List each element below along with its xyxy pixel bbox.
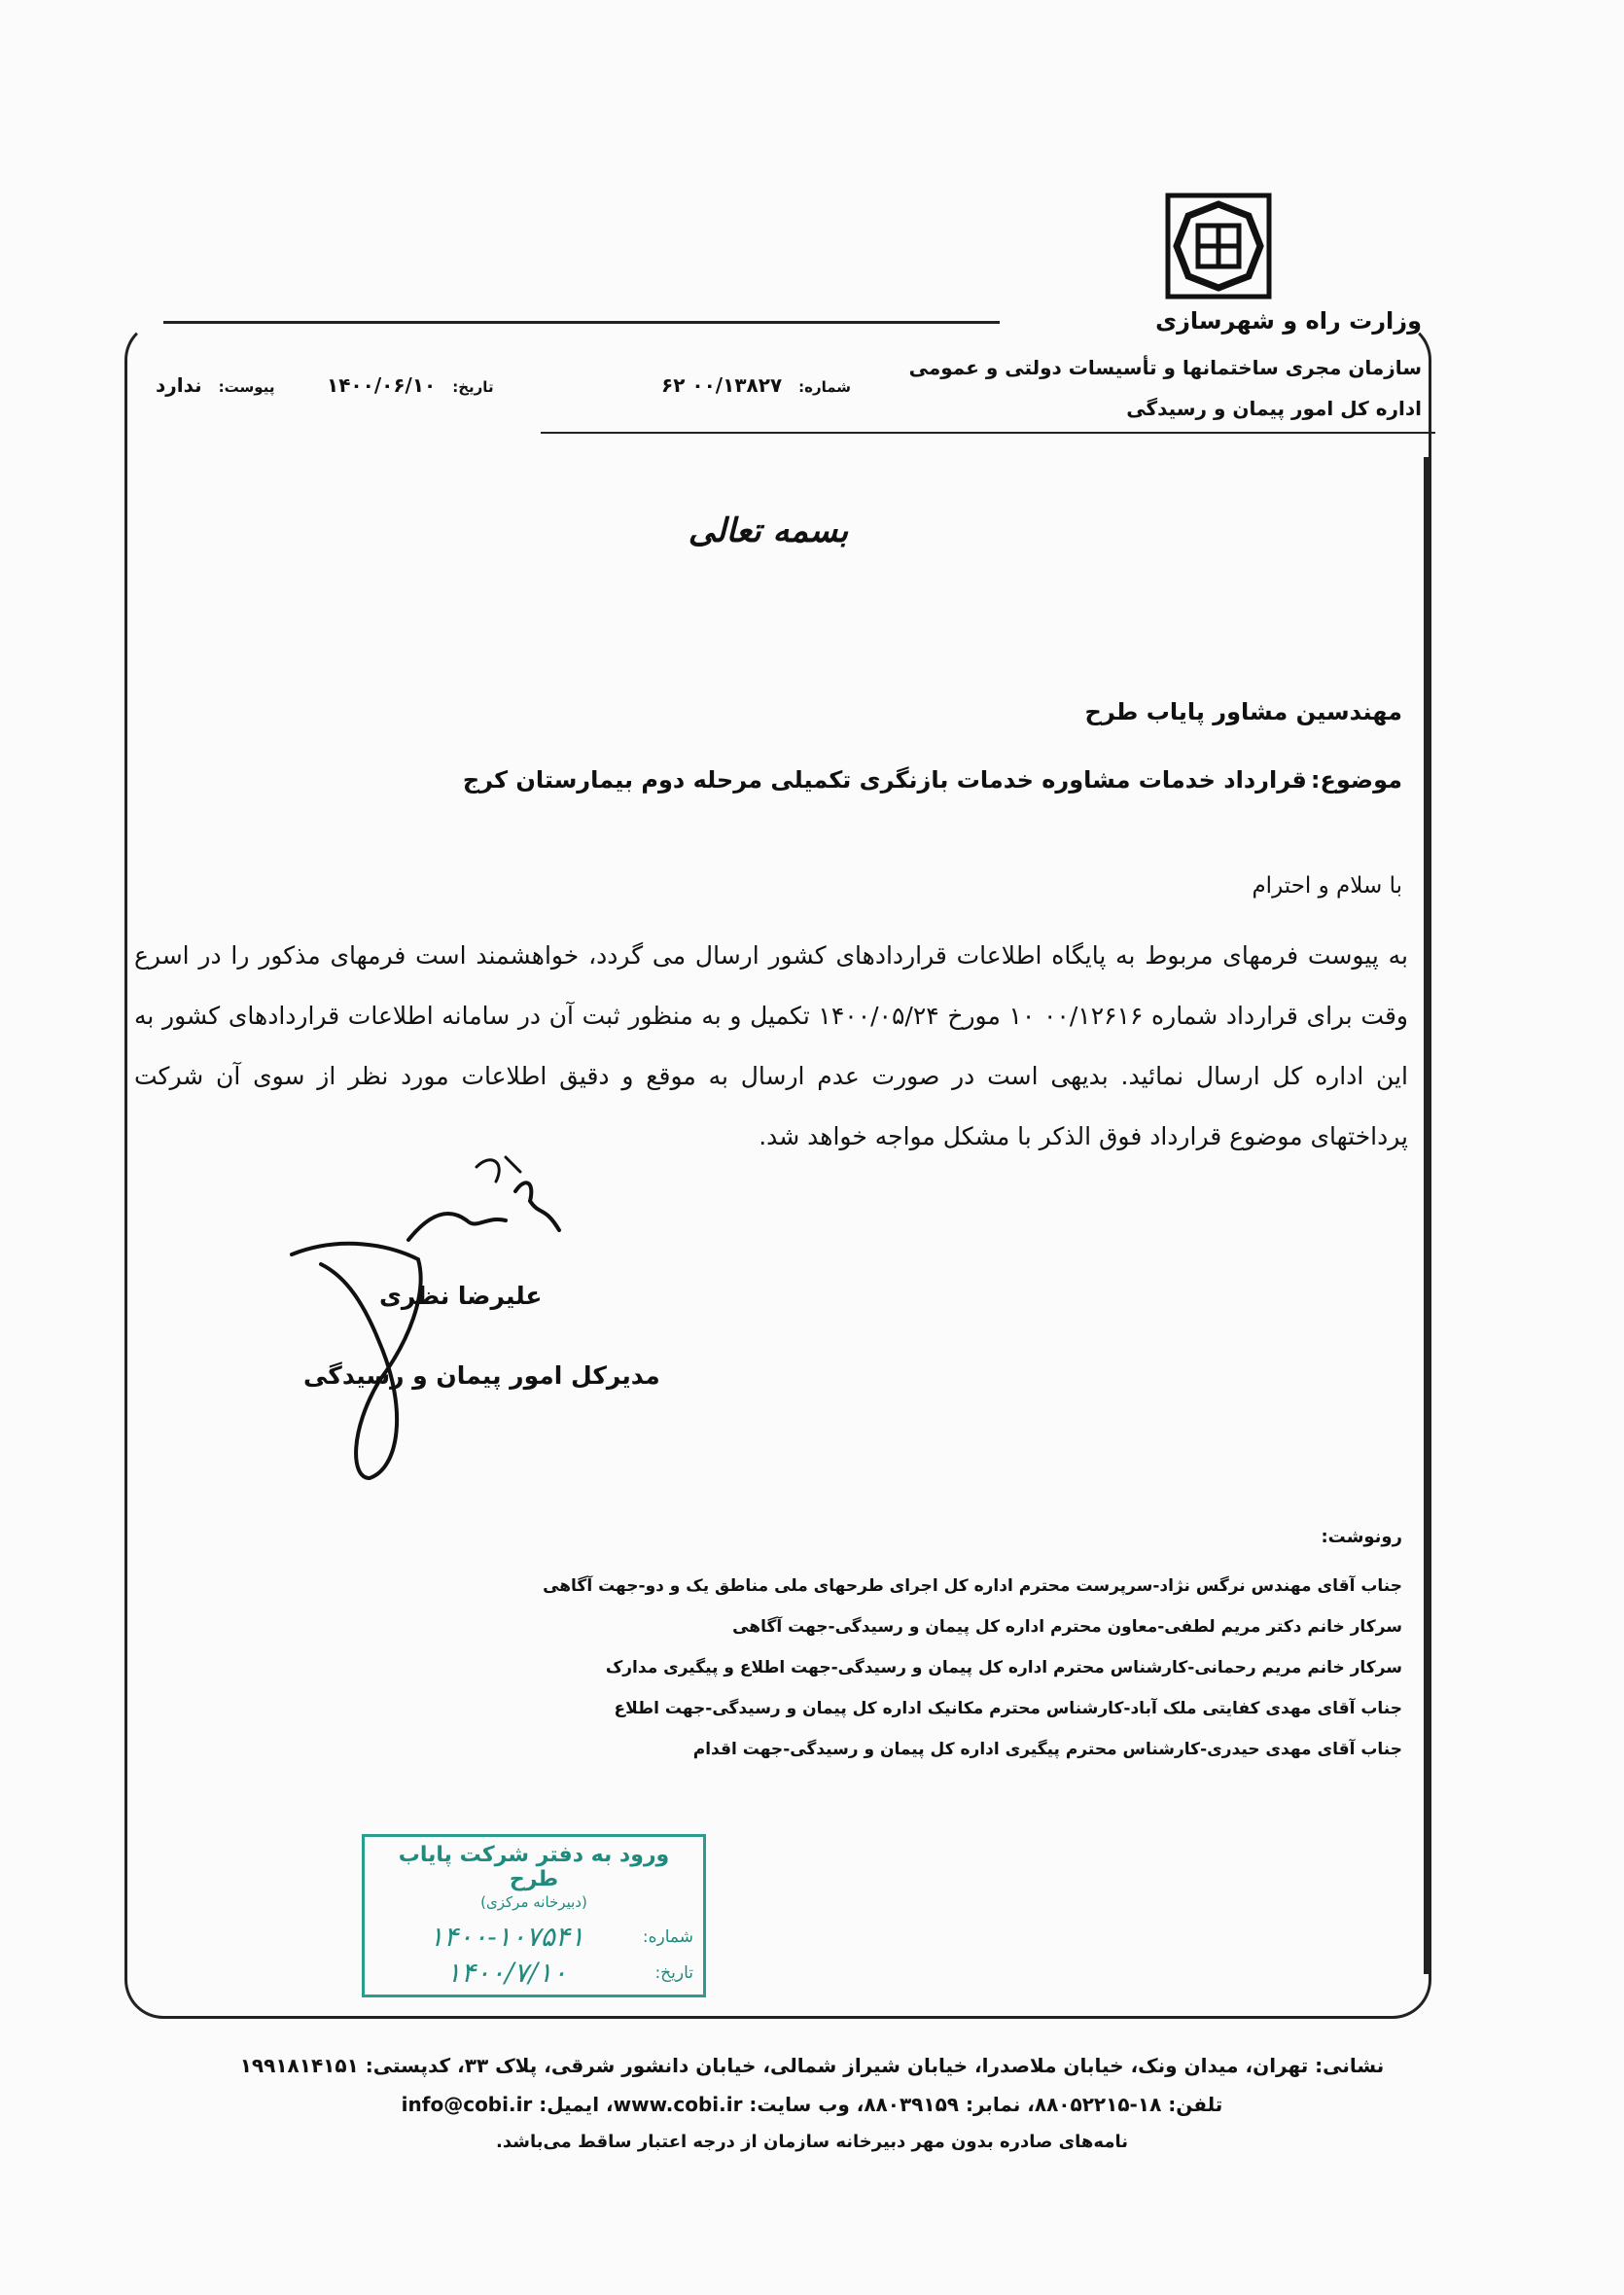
frame-top-border — [163, 321, 1000, 324]
handwritten-signature-icon — [282, 1148, 574, 1498]
stamp-number-row — [374, 1921, 693, 1953]
basmala-heading: بسمه تعالی — [688, 512, 849, 550]
letter-number-value: ۰۰/۱۳۸۲۷ ۶۲ — [661, 373, 783, 397]
stamp-number-value: ۱۴۰۰-۱۰۷۵۴۱ — [429, 1921, 584, 1953]
letter-subject — [463, 766, 1402, 794]
cc-item: سرکار خانم مریم رحمانی-کارشناس محترم اداره کل پیمان و رسیدگی-جهت اطلاع و پیگیری مدارک — [605, 1658, 1402, 1677]
letter-body — [134, 926, 1408, 1167]
letter-body-paragraph: به پیوست فرمهای مربوط به پایگاه اطلاعات قراردادهای کشور ارسال می گردد، خواهشمند است فرمهای مذکور را در اسرع وقت برای قرارداد شماره ۰۰/۱۲۶۱۶ ۱۰ مورخ ۱۴۰۰/۰۵/۲۴ تکمیل و به منظور ثبت آن در سامانه اطلاعات قراردادهای کشور به این اداره کل ارسال نمائید. بدیهی است در صورت عدم ارسال به موقع و دقیق اطلاعات مورد نظر از سوی آن شرکت پرداختهای موضوع قرارداد فوق الذکر با مشکل مواجه خواهد شد. — [134, 941, 1408, 1150]
letter-date — [327, 373, 494, 397]
org-name-ministry: وزارت راه و شهرسازی — [1155, 307, 1422, 335]
stamp-subtitle: (دبیرخانه مرکزی) — [480, 1893, 587, 1911]
footer-note: نامه‌های صادره بدون مهر دبیرخانه سازمان از درجه اعتبار ساقط می‌باشد. — [496, 2132, 1128, 2152]
cc-item: جناب آقای مهدی کفایتی ملک آباد-کارشناس محترم مکانیک اداره کل پیمان و رسیدگی-جهت اطلاع — [614, 1699, 1402, 1718]
letter-number — [661, 373, 851, 397]
cc-title: رونوشت: — [1321, 1527, 1402, 1547]
cc-item: جناب آقای مهندس نرگس نژاد-سرپرست محترم اداره کل اجرای طرحهای ملی مناطق یک و دو-جهت آگاهی — [543, 1576, 1402, 1596]
cc-item: جناب آقای مهدی حیدری-کارشناس محترم پیگیری اداره کل پیمان و رسیدگی-جهت اقدام — [692, 1740, 1402, 1759]
stamp-title: ورود به دفتر شرکت پایاب طرح — [398, 1843, 670, 1891]
frame-right-edge — [1424, 457, 1431, 1974]
letter-attachment — [156, 373, 274, 397]
stamp-number-label: شماره: — [642, 1926, 693, 1947]
subject-text: قرارداد خدمات مشاوره خدمات بازنگری تکمیلی مرحله دوم بیمارستان کرج — [462, 766, 1307, 794]
signer-title: مدیرکل امور پیمان و رسیدگی — [303, 1361, 660, 1390]
subject-label: موضوع: — [1310, 766, 1402, 794]
stamp-date-value: ۱۴۰۰/۷/۱۰ — [445, 1957, 568, 1989]
ministry-logo-icon — [1165, 193, 1272, 300]
signer-name: علیرضا نظری — [379, 1282, 543, 1310]
letter-greeting: با سلام و احترام — [1252, 873, 1402, 899]
letter-attachment-value: ندارد — [156, 373, 202, 397]
org-name-agency: سازمان مجری ساختمانها و تأسیسات دولتی و عمومی — [908, 356, 1422, 379]
org-name-department: اداره کل امور پیمان و رسیدگی — [1126, 397, 1422, 420]
stamp-date-label: تاریخ: — [654, 1962, 693, 1983]
footer-contact: تلفن: ۱۸-۸۸۰۵۲۲۱۵، نمابر: ۸۸۰۳۹۱۵۹، وب سایت: www.cobi.ir، ایمیل: info@cobi.ir — [401, 2093, 1223, 2116]
letter-recipient: مهندسین مشاور پایاب طرح — [1084, 698, 1402, 725]
letter-number-label: شماره: — [798, 378, 852, 396]
letter-attachment-label: پیوست: — [218, 378, 275, 396]
receipt-stamp — [362, 1834, 706, 1997]
cc-item: سرکار خانم دکتر مریم لطفی-معاون محترم اداره کل پیمان و رسیدگی-جهت آگاهی — [732, 1617, 1402, 1637]
letter-date-label: تاریخ: — [452, 378, 494, 396]
header-divider — [541, 432, 1435, 434]
stamp-date-row — [374, 1957, 693, 1989]
cc-list — [527, 1566, 1402, 1770]
letter-date-value: ۱۴۰۰/۰۶/۱۰ — [327, 373, 437, 397]
footer-address: نشانی: تهران، میدان ونک، خیابان ملاصدرا، خیابان شیراز شمالی، خیابان دانشور شرقی، پلاک ۳۳، کدپستی: ۱۹۹۱۸۱۴۱۵۱ — [239, 2054, 1385, 2077]
